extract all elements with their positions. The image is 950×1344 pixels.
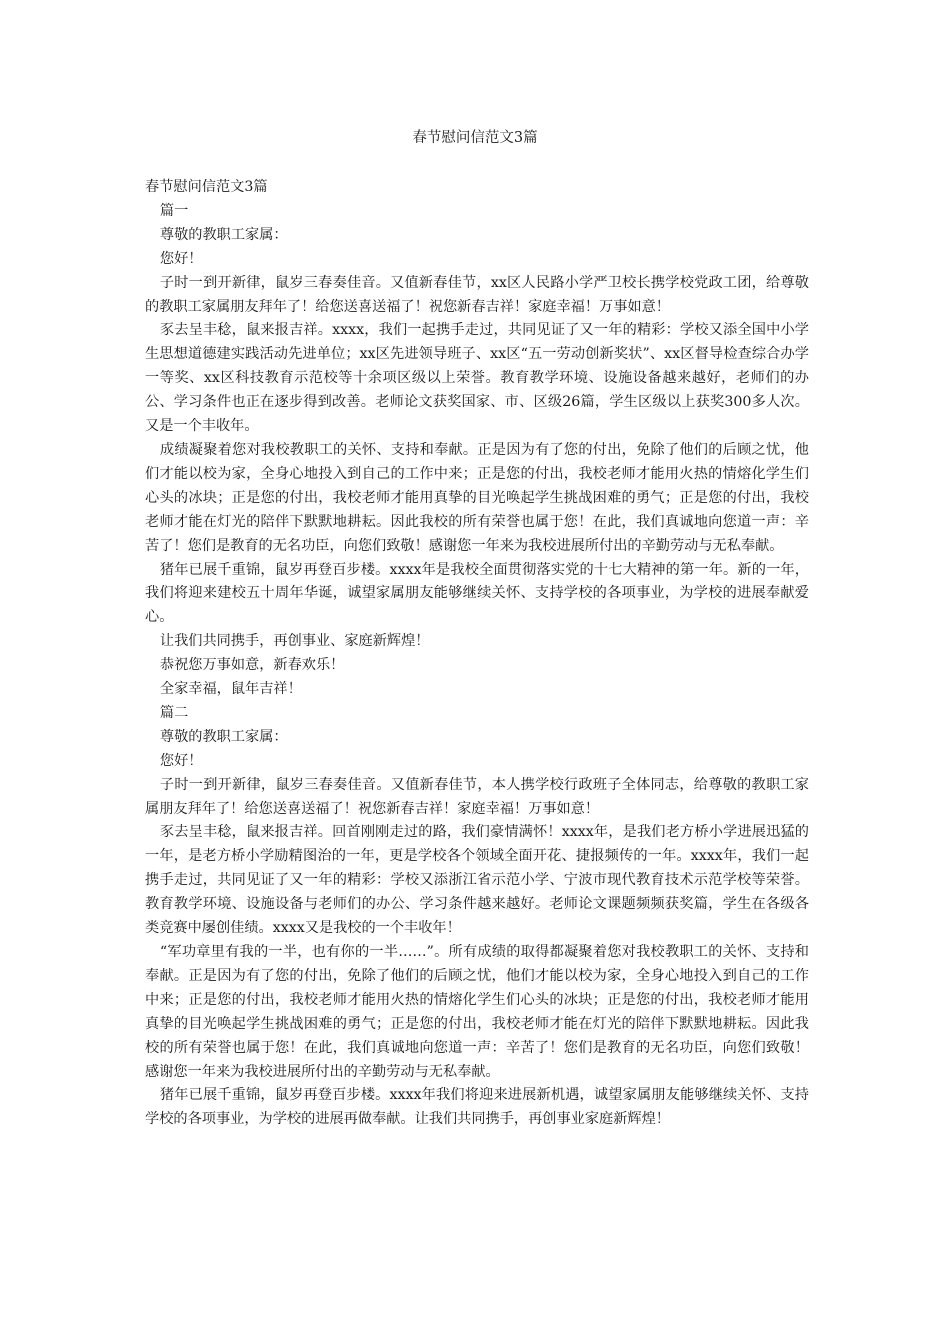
section-heading-1: 篇一 <box>159 202 189 219</box>
paragraph: 子时一到开新律，鼠岁三春奏佳音。又值新春佳节，xx区人民路小学严卫校长携学校党政工团，给尊敬的教职工家属朋友拜年了！给您送喜送福了！祝您新春吉祥！家庭幸福！万事如意！ <box>145 274 809 315</box>
paragraph: 豕去呈丰稔，鼠来报吉祥。xxxx，我们一起携手走过，共同见证了又一年的精彩：学校又添全国中小学生思想道德建实践活动先进单位；xx区先进领导班子、xx区“五一劳动创新奖状”、xx区督导检查综合办学一等奖、xx区科技教育示范校等十余项区级以上荣誉。教育教学环境、设施设备越来越好，老师们的办公、学习条件也正在逐步得到改善。老师论文获奖国家、市、区级26篇，学生区级以上获奖300多人次。又是一个丰收年。 <box>145 322 809 435</box>
section-heading-2: 篇二 <box>159 704 189 721</box>
paragraph: 猪年已展千重锦，鼠岁再登百步楼。xxxx年我们将迎来进展新机遇，诚望家属朋友能够继续关怀、支持学校的各项事业，为学校的进展再做奉献。让我们共同携手，再创事业家庭新辉煌！ <box>145 1087 809 1128</box>
document-subtitle: 春节慰问信范文3篇 <box>145 179 268 195</box>
salutation-1: 尊敬的教职工家属： <box>159 226 288 243</box>
paragraph: 成绩凝聚着您对我校教职工的关怀、支持和奉献。正是因为有了您的付出，免除了他们的后顾之忧，他们才能以校为家，全身心地投入到自己的工作中来；正是您的付出，我校老师才能用火热的情熔化学生们心头的冰块；正是您的付出，我校老师才能用真挚的目光唤起学生挑战困难的勇气；正是您的付出，我校老师才能在灯光的陪伴下默默地耕耘。因此我校的所有荣誉也属于您！在此，我们真诚地向您道一声：辛苦了！您们是教育的无名功臣，向您们致敬！感谢您一年来为我校进展所付出的辛勤劳动与无私奉献。 <box>145 441 809 554</box>
document-body <box>145 176 809 1132</box>
paragraph: 豕去呈丰稔，鼠来报吉祥。回首刚刚走过的路，我们豪情满怀！xxxx年，是我们老方桥小学进展迅猛的一年，是老方桥小学励精图治的一年，更是学校各个领域全面开花、捷报频传的一年。xxxx年，我们一起携手走过，共同见证了又一年的精彩：学校又添浙江省示范小学、宁波市现代教育技术示范学校等荣誉。教育教学环境、设施设备与老师们的办公、学习条件越来越好。老师论文课题频频获奖篇，学生在各级各类竞赛中屡创佳绩。xxxx又是我校的一个丰收年！ <box>145 824 809 937</box>
paragraph: 子时一到开新律，鼠岁三春奏佳音。又值新春佳节，本人携学校行政班子全体同志，给尊敬的教职工家属朋友拜年了！给您送喜送福了！祝您新春吉祥！家庭幸福！万事如意！ <box>145 776 809 817</box>
greeting-1: 您好！ <box>159 250 203 267</box>
salutation-2: 尊敬的教职工家属： <box>159 728 288 745</box>
paragraph: “军功章里有我的一半，也有你的一半……”。所有成绩的取得都凝聚着您对我校教职工的关怀、支持和奉献。正是因为有了您的付出，免除了他们的后顾之忧，他们才能以校为家，全身心地投入到自己的工作中来；正是您的付出，我校老师才能用火热的情熔化学生们心头的冰块；正是您的付出，我校老师才能用真挚的目光唤起学生挑战困难的勇气；正是您的付出，我校老师才能在灯光的陪伴下默默地耕耘。因此我校的所有荣誉也属于您！在此，我们真诚地向您道一声：辛苦了！您们是教育的无名功臣，向您们致敬！感谢您一年来为我校进展所付出的辛勤劳动与无私奉献。 <box>145 944 809 1080</box>
greeting-2: 您好！ <box>159 752 203 769</box>
paragraph: 恭祝您万事如意，新春欢乐！ <box>159 657 345 674</box>
paragraph: 让我们共同携手，再创事业、家庭新辉煌！ <box>159 633 430 650</box>
page-title: 春节慰问信范文3篇 <box>412 130 538 146</box>
paragraph: 全家幸福，鼠年吉祥！ <box>159 681 302 698</box>
paragraph: 猪年已展千重锦，鼠岁再登百步楼。xxxx年是我校全面贯彻落实党的十七大精神的第一年。新的一年，我们将迎来建校五十周年华诞，诚望家属朋友能够继续关怀、支持学校的各项事业，为学校的进展奉献爱心。 <box>145 561 809 626</box>
